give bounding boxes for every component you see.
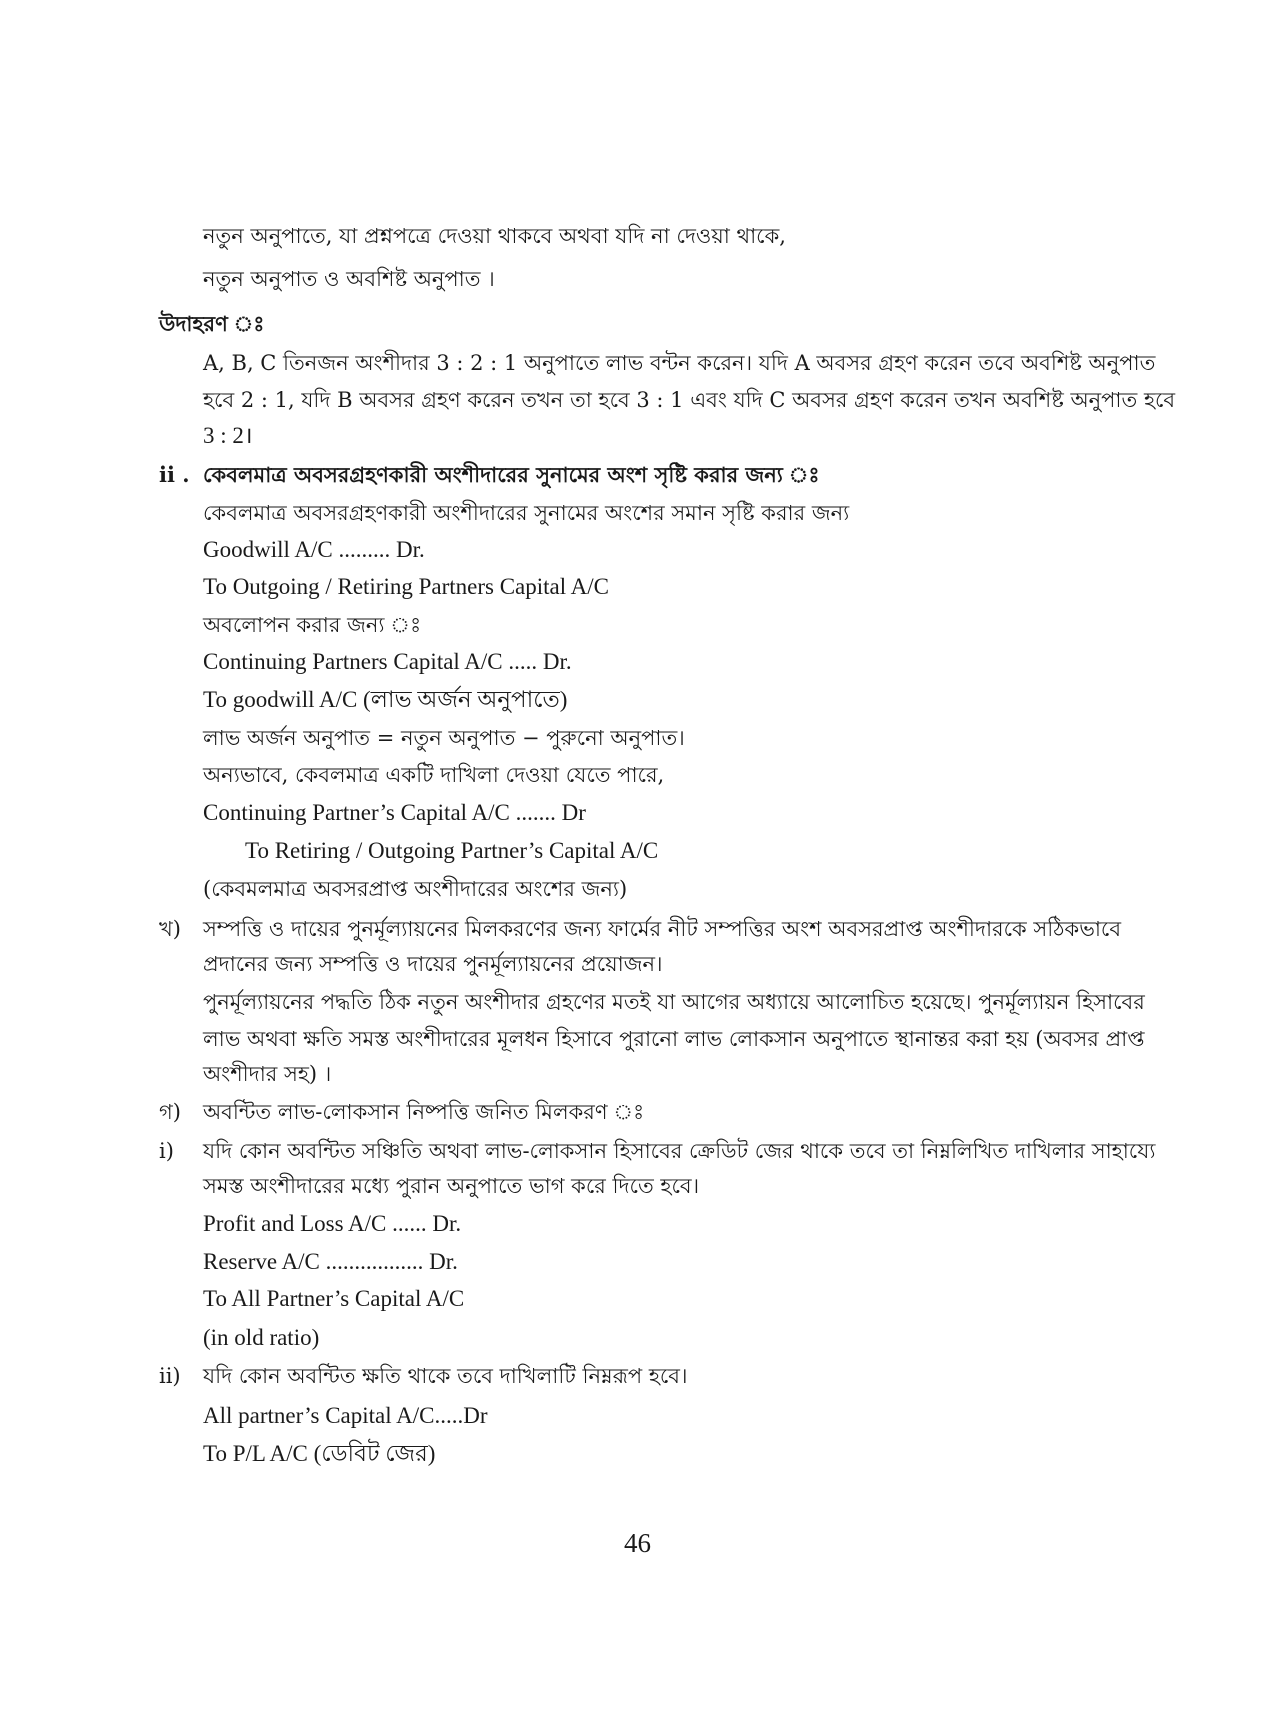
page-number: 46 <box>624 1528 651 1558</box>
journal-entry: Goodwill A/C ......... Dr. <box>203 537 425 562</box>
item-ii-marker: ii) <box>159 1364 181 1388</box>
section-kha-line-1: সম্পত্তি ও দায়ের পুনর্মূল্যায়নের মিলকরণের জন্য ফার্মের নীট সম্পত্তির অংশ অবসরপ্রাপ্ত অংশীদারকে সঠিকভাবে <box>203 917 1122 941</box>
intro-line-2: নতুন অনুপাত ও অবশিষ্ট অনুপাত । <box>203 267 495 291</box>
section-ga-heading: অবন্টিত লাভ-লোকসান নিষ্পত্তি জনিত মিলকরণ ঃ <box>203 1100 645 1124</box>
intro-line-1: নতুন অনুপাতে, যা প্রশ্নপত্রে দেওয়া থাকবে অথবা যদি না দেওয়া থাকে, <box>203 224 786 248</box>
section-ga-marker: গ) <box>159 1100 181 1124</box>
journal-entry: Continuing Partner’s Capital A/C ....... Dr <box>203 800 586 825</box>
section-ii-desc: কেবলমাত্র অবসরগ্রহণকারী অংশীদারের সুনামের অংশের সমান সৃষ্টি করার জন্য <box>203 501 850 525</box>
section-kha-line-3: পুনর্মূল্যায়নের পদ্ধতি ঠিক নতুন অংশীদার গ্রহণের মতই যা আগের অধ্যায়ে আলোচিত হয়েছে। পুনর্মূল্যায়ন হিসাবের <box>203 990 1145 1014</box>
section-kha-line-5: অংশীদার সহ) । <box>203 1062 332 1086</box>
section-kha-line-2: প্রদানের জন্য সম্পত্তি ও দায়ের পুনর্মূল্যায়নের প্রয়োজন। <box>203 952 663 976</box>
journal-entry: To Outgoing / Retiring Partners Capital A/C <box>203 574 609 599</box>
journal-entry: Profit and Loss A/C ...... Dr. <box>203 1211 462 1236</box>
journal-entry: To Retiring / Outgoing Partner’s Capital A/C <box>245 838 659 863</box>
example-line-2: হবে 2 : 1, যদি B অবসর গ্রহণ করেন তখন তা হবে 3 : 1 এবং যদি C অবসর গ্রহণ করেন তখন অবশিষ্ট অনুপাত হবে <box>203 388 1176 412</box>
item-i-line-1: যদি কোন অবন্টিত সঞ্চিতি অথবা লাভ-লোকসান হিসাবের ক্রেডিট জের থাকে তবে তা নিম্নলিখিত দাখিলার সাহায্যে <box>203 1139 1156 1163</box>
item-ii-line-1: যদি কোন অবন্টিত ক্ষতি থাকে তবে দাখিলাটি নিম্নরূপ হবে। <box>203 1364 688 1388</box>
journal-entry: To goodwill A/C (লাভ অর্জন অনুপাতে) <box>203 687 568 712</box>
section-ii-heading: কেবলমাত্র অবসরগ্রহণকারী অংশীদারের সুনামের অংশ সৃষ্টি করার জন্য ঃ <box>203 462 820 487</box>
journal-entry-note: (in old ratio) <box>203 1325 320 1350</box>
entry-note: (কেবমলমাত্র অবসরপ্রাপ্ত অংশীদারের অংশের জন্য) <box>203 877 628 901</box>
example-heading: উদাহরণ ঃ <box>159 311 265 336</box>
journal-entry: All partner’s Capital A/C.....Dr <box>203 1403 488 1428</box>
item-i-line-2: সমস্ত অংশীদারের মধ্যে পুরান অনুপাতে ভাগ করে দিতে হবে। <box>203 1174 700 1198</box>
example-line-3: 3 : 2। <box>203 423 253 448</box>
writeoff-heading: অবলোপন করার জন্য ঃ <box>203 613 422 637</box>
journal-entry: Continuing Partners Capital A/C ..... Dr. <box>203 649 572 674</box>
journal-entry: Reserve A/C ................. Dr. <box>203 1249 458 1274</box>
section-kha-marker: খ) <box>159 917 181 941</box>
gain-ratio-formula: লাভ অর্জন অনুপাত = নতুন অনুপাত − পুরুনো অনুপাত। <box>203 726 685 750</box>
item-i-marker: i) <box>159 1139 174 1163</box>
section-kha-line-4: লাভ অথবা ক্ষতি সমস্ত অংশীদারের মূলধন হিসাবে পুরানো লাভ লোকসান অনুপাতে স্থানান্তর করা হয় (অবসর প্রাপ্ত <box>203 1027 1145 1051</box>
journal-entry: To P/L A/C (ডেবিট জের) <box>203 1441 436 1466</box>
section-ii-marker: ii . <box>159 462 190 487</box>
journal-entry: To All Partner’s Capital A/C <box>203 1286 465 1311</box>
alternative-line: অন্যভাবে, কেবলমাত্র একটি দাখিলা দেওয়া যেতে পারে, <box>203 763 665 787</box>
example-line-1: A, B, C তিনজন অংশীদার 3 : 2 : 1 অনুপাতে লাভ বন্টন করেন। যদি A অবসর গ্রহণ করেন তবে অবশিষ্ট অনুপাত <box>203 351 1156 375</box>
